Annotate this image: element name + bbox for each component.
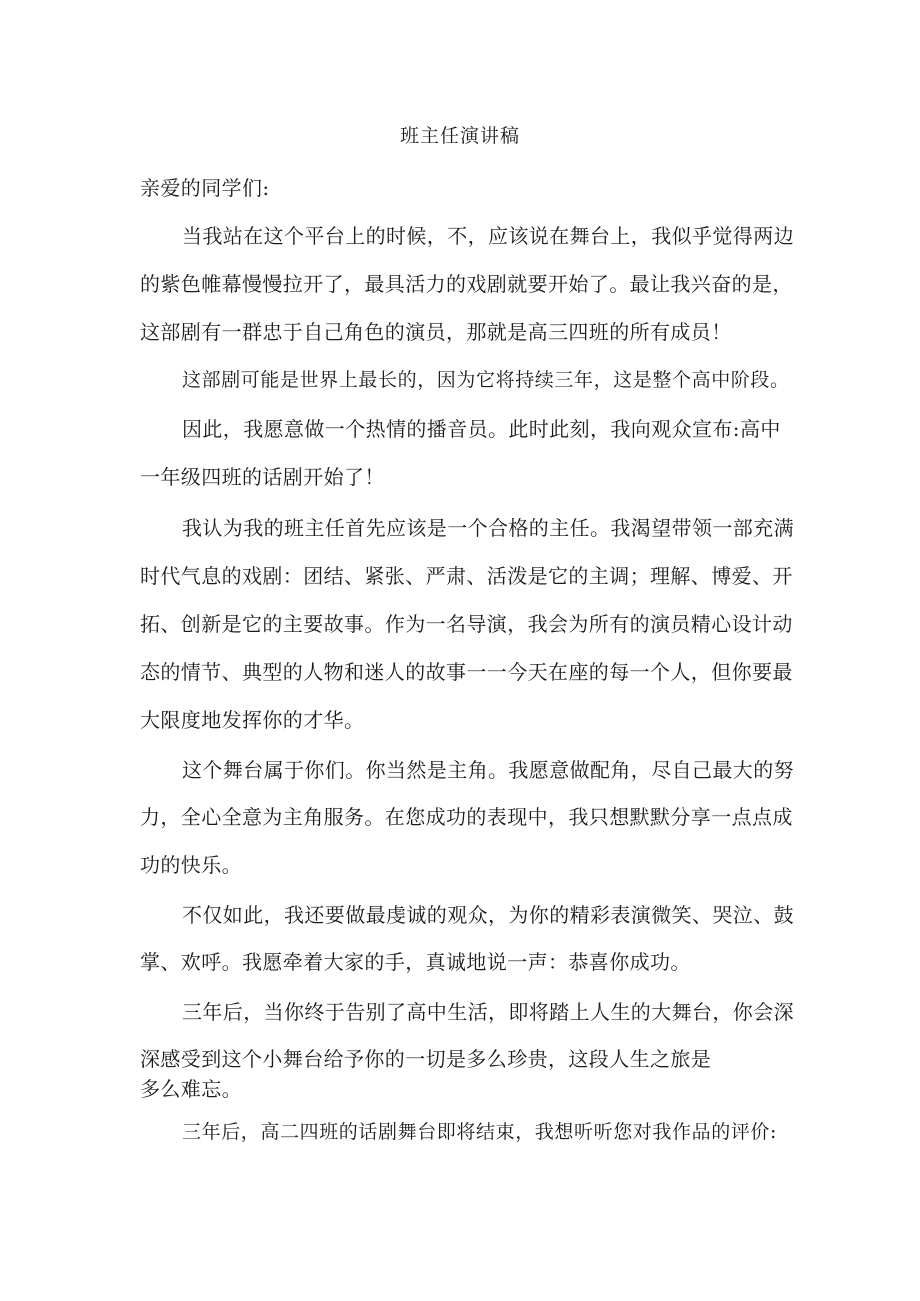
paragraph-line: 不仅如此，我还要做最虔诚的观众，为你的精彩表演微笑、哭泣、鼓 <box>182 903 794 927</box>
paragraph-line: 当我站在这个平台上的时候，不，应该说在舞台上，我似乎觉得两边 <box>182 224 794 248</box>
paragraph-line: 这个舞台属于你们。你当然是主角。我愿意做配角，尽自己最大的努 <box>182 758 794 782</box>
paragraph-line: 时代气息的戏剧：团结、紧张、严肃、活泼是它的主调；理解、博爱、开 <box>140 564 793 588</box>
paragraph-line: 大限度地发挥你的才华。 <box>140 708 365 732</box>
document-title: 班主任演讲稿 <box>399 125 520 147</box>
paragraph-line: 我认为我的班主任首先应该是一个合格的主任。我渴望带领一部充满 <box>182 516 794 540</box>
paragraph-line: 掌、欢呼。我愿牵着大家的手，真诚地说一声：恭喜你成功。 <box>140 950 691 974</box>
paragraph-line: 三年后，当你终于告别了高中生活，即将踏上人生的大舞台，你会深 <box>182 1000 794 1024</box>
paragraph-line: 这部剧有一群忠于自己角色的演员，那就是高三四班的所有成员！ <box>140 320 732 344</box>
paragraph-line: 拓、创新是它的主要故事。作为一名导演，我会为所有的演员精心设计动 <box>140 612 793 636</box>
paragraph-line: 深感受到这个小舞台给予你的一切是多么珍贵，这段人生之旅是 <box>140 1047 712 1071</box>
paragraph-line: 三年后，高二四班的话剧舞台即将结束，我想听听您对我作品的评价: <box>182 1121 778 1143</box>
paragraph-line: 一年级四班的话剧开始了！ <box>140 465 385 489</box>
paragraph-line: 多么难忘。 <box>140 1077 242 1101</box>
greeting: 亲爱的同学们: <box>140 176 270 200</box>
paragraph-line: 因此，我愿意做一个热情的播音员。此时此刻，我向观众宣布:高中 <box>182 417 781 441</box>
paragraph-line: 态的情节、典型的人物和迷人的故事一一今天在座的每一个人，但你要最 <box>140 660 793 684</box>
paragraph-line: 这部剧可能是世界上最长的，因为它将持续三年，这是整个高中阶段。 <box>182 369 790 391</box>
paragraph-line: 的紫色帷幕慢慢拉开了，最具活力的戏剧就要开始了。最让我兴奋的是， <box>140 272 793 296</box>
paragraph-line: 功的快乐。 <box>140 853 242 877</box>
paragraph-line: 力，全心全意为主角服务。在您成功的表现中，我只想默默分享一点点成 <box>140 805 793 829</box>
